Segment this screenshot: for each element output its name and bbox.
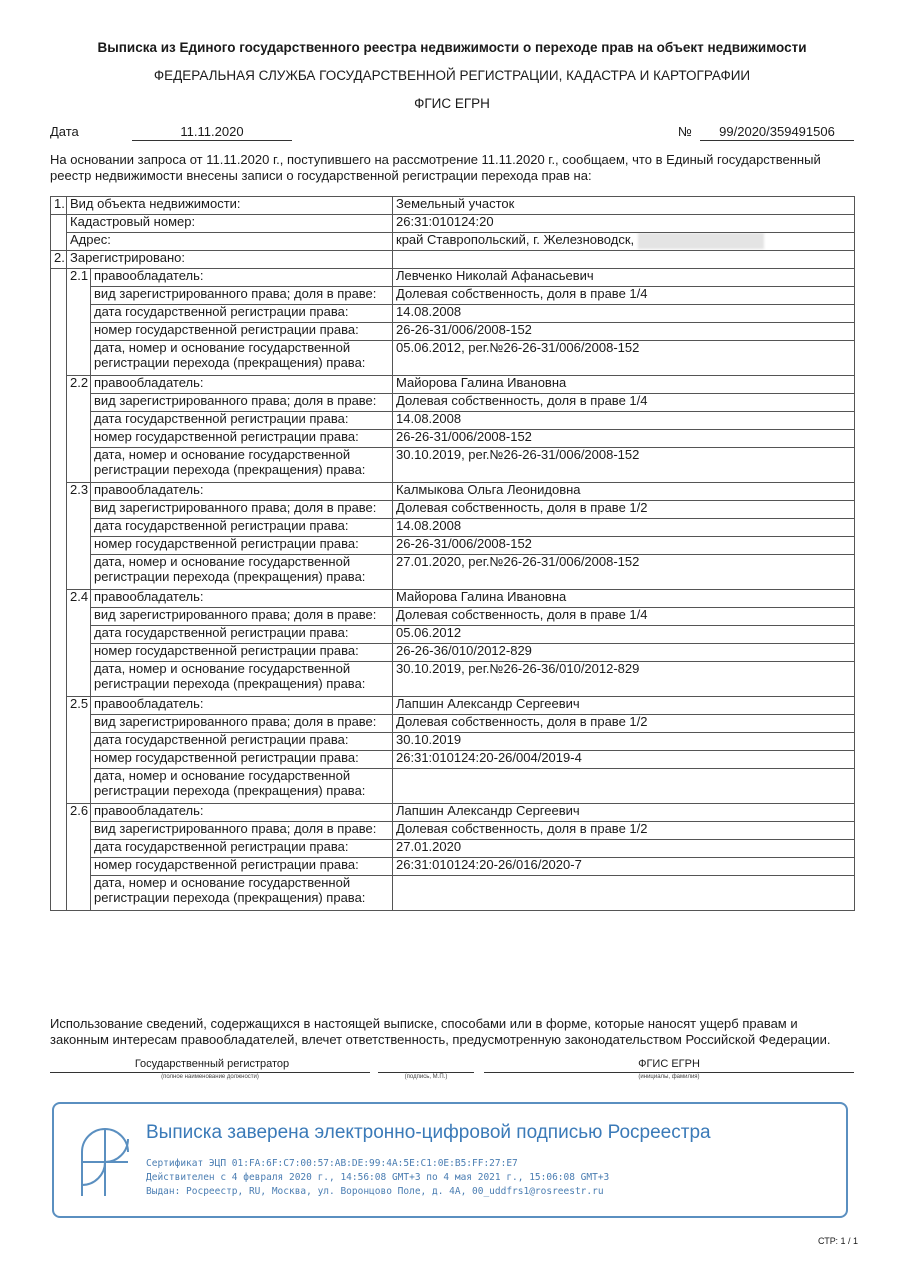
table-row: [51, 430, 855, 448]
reg-number-value: 26:31:010124:20-26/016/2020-7: [393, 858, 855, 876]
transfer-label: дата, номер и основание государственной регистрации перехода (прекращения) права:: [91, 662, 393, 697]
table-row: [51, 608, 855, 626]
stamp-title: Выписка заверена электронно-цифровой подписью Росреестра: [146, 1122, 711, 1143]
stamp-validity: Действителен с 4 февраля 2020 г., 14:56:08 GMT+3 по 4 мая 2021 г., 15:06:08 GMT+3: [146, 1172, 610, 1183]
table-row: [51, 394, 855, 412]
name-caption: (инициалы, фамилия): [638, 1074, 700, 1080]
registrar-name: ФГИС ЕГРН: [638, 1058, 700, 1070]
right-type-label: вид зарегистрированного права; доля в праве:: [91, 715, 393, 733]
reg-number-label: номер государственной регистрации права:: [91, 644, 393, 662]
table-row: [51, 626, 855, 644]
table-row: [51, 715, 855, 733]
table-row: [51, 697, 855, 715]
right-type-label: вид зарегистрированного права; доля в праве:: [91, 608, 393, 626]
usage-note: Использование сведений, содержащихся в настоящей выписке, способами или в форме, которые наносят ущерб правам и законным интересам правообладателей, влечет ответственность, предусмотренную законодательством Российской Федерации.: [50, 1016, 831, 1047]
reg-number-label: номер государственной регистрации права:: [91, 537, 393, 555]
holder-value: Лапшин Александр Сергеевич: [393, 804, 855, 822]
holder-value: Левченко Николай Афанасьевич: [393, 269, 855, 287]
holder-label: правообладатель:: [91, 269, 393, 287]
table-row: [51, 251, 855, 269]
table-row: [51, 519, 855, 537]
address-value: [393, 233, 855, 251]
right-type-value: Долевая собственность, доля в праве 1/4: [393, 394, 855, 412]
transfer-value: 30.10.2019, рег.№26-26-31/006/2008-152: [393, 448, 855, 483]
records-table: [50, 196, 855, 911]
table-row: [51, 412, 855, 430]
reg-number-label: номер государственной регистрации права:: [91, 430, 393, 448]
reg-date-value: 14.08.2008: [393, 519, 855, 537]
right-type-value: Долевая собственность, доля в праве 1/2: [393, 501, 855, 519]
table-row: [51, 501, 855, 519]
holder-label: правообладатель:: [91, 590, 393, 608]
table-row: [51, 644, 855, 662]
holder-value: Майорова Галина Ивановна: [393, 590, 855, 608]
right-type-value: Долевая собственность, доля в праве 1/4: [393, 287, 855, 305]
reg-date-label: дата государственной регистрации права:: [91, 733, 393, 751]
digital-signature-stamp: [52, 1102, 848, 1218]
reg-date-value: 30.10.2019: [393, 733, 855, 751]
holder-number: 2.5: [67, 697, 91, 804]
table-row: [51, 537, 855, 555]
holder-number: 2.4: [67, 590, 91, 697]
intro-text: На основании запроса от 11.11.2020 г., поступившего на рассмотрение 11.11.2020 г., сообщаем, что в Единый государственный реестр недвижимости внесены записи о государственной регистрации перехода прав на:: [50, 152, 821, 183]
table-row: [51, 341, 855, 376]
date-value: 11.11.2020: [132, 124, 292, 141]
table-row: [51, 876, 855, 911]
object-type-value: Земельный участок: [393, 197, 855, 215]
registrar-position: Государственный регистратор: [134, 1058, 290, 1070]
agency-name: ФЕДЕРАЛЬНАЯ СЛУЖБА ГОСУДАРСТВЕННОЙ РЕГИСТРАЦИИ, КАДАСТРА И КАРТОГРАФИИ: [153, 68, 751, 83]
table-row: [51, 233, 855, 251]
reg-date-value: 14.08.2008: [393, 412, 855, 430]
holder-label: правообладатель:: [91, 804, 393, 822]
table-row: [51, 804, 855, 822]
holder-label: правообладатель:: [91, 483, 393, 501]
table-row: [51, 215, 855, 233]
transfer-value: 05.06.2012, рег.№26-26-31/006/2008-152: [393, 341, 855, 376]
transfer-value: 27.01.2020, рег.№26-26-31/006/2008-152: [393, 555, 855, 590]
transfer-value: [393, 769, 855, 804]
row-number: 1.: [51, 197, 67, 215]
table-row: [51, 555, 855, 590]
table-row: [51, 448, 855, 483]
reg-date-value: 14.08.2008: [393, 305, 855, 323]
transfer-label: дата, номер и основание государственной регистрации перехода (прекращения) права:: [91, 448, 393, 483]
table-row: [51, 662, 855, 697]
reg-number-value: 26-26-31/006/2008-152: [393, 323, 855, 341]
reg-date-label: дата государственной регистрации права:: [91, 412, 393, 430]
transfer-value: [393, 876, 855, 911]
table-row: [51, 733, 855, 751]
row-number: 2.: [51, 251, 67, 269]
reg-number-label: номер государственной регистрации права:: [91, 751, 393, 769]
holder-number: 2.6: [67, 804, 91, 911]
table-row: [51, 483, 855, 501]
page-number: СТР: 1 / 1: [818, 1236, 859, 1246]
transfer-label: дата, номер и основание государственной регистрации перехода (прекращения) права:: [91, 555, 393, 590]
reg-number-value: 26-26-36/010/2012-829: [393, 644, 855, 662]
number-value: 99/2020/359491506: [700, 124, 854, 141]
number-label: №: [678, 124, 692, 139]
table-row: [51, 287, 855, 305]
position-caption: (полное наименование должности): [161, 1074, 259, 1080]
holder-number: 2.3: [67, 483, 91, 590]
address-text: край Ставропольский, г. Железноводск,: [396, 232, 635, 247]
right-type-label: вид зарегистрированного права; доля в праве:: [91, 287, 393, 305]
transfer-label: дата, номер и основание государственной регистрации перехода (прекращения) права:: [91, 876, 393, 911]
right-type-value: Долевая собственность, доля в праве 1/4: [393, 608, 855, 626]
holder-number: 2.1: [67, 269, 91, 376]
reg-number-value: 26-26-31/006/2008-152: [393, 430, 855, 448]
position-line: [50, 1072, 370, 1073]
redacted-block: [638, 233, 764, 249]
table-row: [51, 590, 855, 608]
document-title: Выписка из Единого государственного реестра недвижимости о переходе прав на объект недвижимости: [97, 40, 807, 55]
table-row: [51, 769, 855, 804]
address-label: Адрес:: [67, 233, 393, 251]
name-line: [484, 1072, 854, 1073]
signature-caption: (подпись, М.П.): [404, 1074, 448, 1080]
holder-value: Лапшин Александр Сергеевич: [393, 697, 855, 715]
transfer-label: дата, номер и основание государственной регистрации перехода (прекращения) права:: [91, 769, 393, 804]
table-row: [51, 269, 855, 287]
date-label: Дата: [50, 124, 79, 139]
transfer-label: дата, номер и основание государственной регистрации перехода (прекращения) права:: [91, 341, 393, 376]
table-row: [51, 858, 855, 876]
reg-date-label: дата государственной регистрации права:: [91, 626, 393, 644]
table-row: [51, 197, 855, 215]
reg-date-label: дата государственной регистрации права:: [91, 305, 393, 323]
holder-number: 2.2: [67, 376, 91, 483]
holder-value: Майорова Галина Ивановна: [393, 376, 855, 394]
reg-number-value: 26:31:010124:20-26/004/2019-4: [393, 751, 855, 769]
table-row: [51, 840, 855, 858]
table-row: [51, 323, 855, 341]
table-row: [51, 751, 855, 769]
right-type-label: вид зарегистрированного права; доля в праве:: [91, 822, 393, 840]
reg-number-label: номер государственной регистрации права:: [91, 858, 393, 876]
reg-date-value: 27.01.2020: [393, 840, 855, 858]
reg-number-label: номер государственной регистрации права:: [91, 323, 393, 341]
object-type-label: Вид объекта недвижимости:: [67, 197, 393, 215]
cadastral-label: Кадастровый номер:: [67, 215, 393, 233]
right-type-value: Долевая собственность, доля в праве 1/2: [393, 715, 855, 733]
table-row: [51, 305, 855, 323]
reg-number-value: 26-26-31/006/2008-152: [393, 537, 855, 555]
stamp-certificate: Сертификат ЭЦП 01:FA:6F:C7:00:57:AB:DE:99:4A:5E:C1:0E:B5:FF:27:E7: [146, 1158, 518, 1169]
holder-label: правообладатель:: [91, 376, 393, 394]
system-name: ФГИС ЕГРН: [414, 96, 490, 111]
cadastral-value: 26:31:010124:20: [393, 215, 855, 233]
table-row: [51, 376, 855, 394]
holder-label: правообладатель:: [91, 697, 393, 715]
reg-date-value: 05.06.2012: [393, 626, 855, 644]
table-row: [51, 822, 855, 840]
stamp-issuer: Выдан: Росреестр, RU, Москва, ул. Воронцово Поле, д. 4А, 00_uddfrs1@rosreestr.ru: [146, 1186, 604, 1197]
reg-date-label: дата государственной регистрации права:: [91, 840, 393, 858]
right-type-label: вид зарегистрированного права; доля в праве:: [91, 501, 393, 519]
reg-date-label: дата государственной регистрации права:: [91, 519, 393, 537]
transfer-value: 30.10.2019, рег.№26-26-36/010/2012-829: [393, 662, 855, 697]
holder-value: Калмыкова Ольга Леонидовна: [393, 483, 855, 501]
rosreestr-logo-icon: [80, 1124, 130, 1198]
signature-line: [378, 1072, 474, 1073]
right-type-value: Долевая собственность, доля в праве 1/2: [393, 822, 855, 840]
right-type-label: вид зарегистрированного права; доля в праве:: [91, 394, 393, 412]
registered-label: Зарегистрировано:: [67, 251, 393, 269]
